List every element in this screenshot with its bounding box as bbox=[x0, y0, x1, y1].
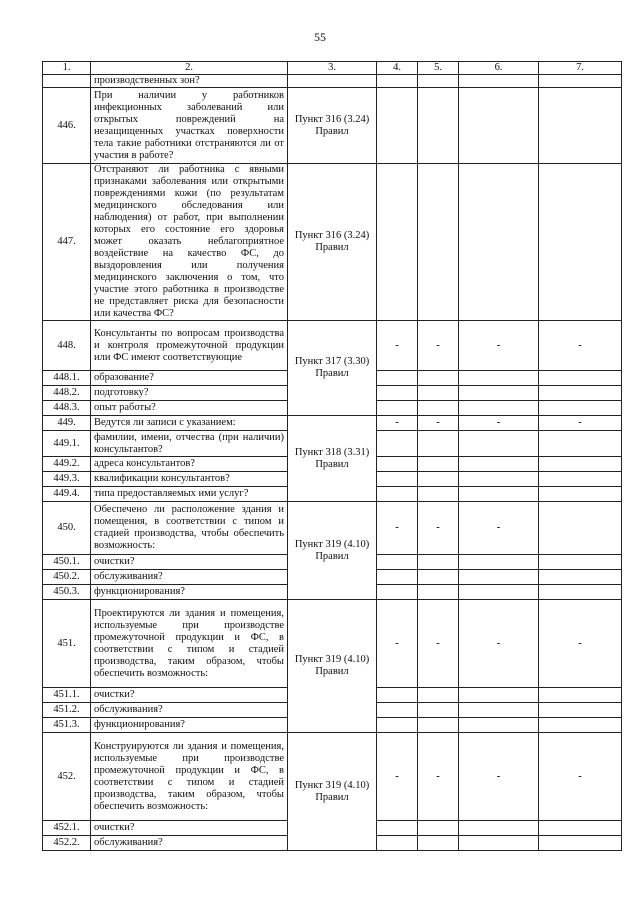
item-number: 450. bbox=[43, 502, 91, 555]
item-number: 452. bbox=[43, 733, 91, 821]
item-number: 451.1. bbox=[43, 688, 91, 703]
dash-mark: - bbox=[459, 600, 539, 688]
question-text: фамилии, имени, отчества (при наличии) консультантов? bbox=[91, 431, 288, 457]
dash-mark: - bbox=[377, 321, 418, 371]
item-number: 451.2. bbox=[43, 703, 91, 718]
dash-mark: - bbox=[539, 416, 622, 431]
table-row bbox=[43, 416, 622, 431]
item-number: 446. bbox=[43, 88, 91, 164]
reference-cell: Пункт 316 (3.24) Правил bbox=[288, 164, 377, 321]
item-number: 448.1. bbox=[43, 371, 91, 386]
column-header: 5. bbox=[418, 62, 459, 75]
table-row bbox=[43, 321, 622, 371]
table-row bbox=[43, 75, 622, 88]
question-text: функционирования? bbox=[91, 585, 288, 600]
question-text: Конструируются ли здания и помещения, используемые при производстве промежуточной продукции и ФС, в соответствии с типом и стадией производства, таким образом, чтобы обеспечить возможность: bbox=[91, 733, 288, 821]
checklist-table bbox=[42, 61, 622, 851]
dash-mark: - bbox=[459, 321, 539, 371]
column-header: 7. bbox=[539, 62, 622, 75]
item-number: 448. bbox=[43, 321, 91, 371]
reference-cell: Пункт 317 (3.30) Правил bbox=[288, 321, 377, 416]
dash-mark: - bbox=[459, 416, 539, 431]
question-text: функционирования? bbox=[91, 718, 288, 733]
reference-cell: Пункт 318 (3.31) Правил bbox=[288, 416, 377, 502]
item-number: 450.1. bbox=[43, 555, 91, 570]
question-text: При наличии у работников инфекционных заболеваний или открытых повреждений на незащищенных участках поверхности тела такие работники отстраняются ли от участия в работе? bbox=[91, 88, 288, 164]
header-row bbox=[43, 62, 622, 75]
dash-mark: - bbox=[418, 416, 459, 431]
column-header: 2. bbox=[91, 62, 288, 75]
item-number: 452.2. bbox=[43, 836, 91, 851]
table-row bbox=[43, 600, 622, 688]
dash-mark: - bbox=[418, 321, 459, 371]
item-number: 448.2. bbox=[43, 386, 91, 401]
item-number: 447. bbox=[43, 164, 91, 321]
item-number: 450.3. bbox=[43, 585, 91, 600]
item-number: 449.2. bbox=[43, 457, 91, 472]
question-text: обслуживания? bbox=[91, 836, 288, 851]
dash-mark bbox=[539, 502, 622, 555]
column-header: 6. bbox=[459, 62, 539, 75]
question-text: подготовку? bbox=[91, 386, 288, 401]
question-text: квалификации консультантов? bbox=[91, 472, 288, 487]
dash-mark: - bbox=[459, 502, 539, 555]
dash-mark: - bbox=[539, 600, 622, 688]
reference-cell bbox=[288, 75, 377, 88]
item-number: 448.3. bbox=[43, 401, 91, 416]
dash-mark: - bbox=[377, 416, 418, 431]
table-row bbox=[43, 502, 622, 555]
item-number: 449.1. bbox=[43, 431, 91, 457]
reference-cell: Пункт 316 (3.24) Правил bbox=[288, 88, 377, 164]
item-number: 451. bbox=[43, 600, 91, 688]
item-number: 450.2. bbox=[43, 570, 91, 585]
question-text: обслуживания? bbox=[91, 703, 288, 718]
question-text: Ведутся ли записи с указанием: bbox=[91, 416, 288, 431]
dash-mark: - bbox=[459, 733, 539, 821]
reference-cell: Пункт 319 (4.10) Правил bbox=[288, 502, 377, 600]
column-header: 4. bbox=[377, 62, 418, 75]
dash-mark: - bbox=[539, 321, 622, 371]
question-text: Проектируются ли здания и помещения, используемые при производстве промежуточной продукции и ФС, в соответствии с типом и стадией производства, таким образом, чтобы обеспечить возможность: bbox=[91, 600, 288, 688]
question-text: опыт работы? bbox=[91, 401, 288, 416]
item-number: 449. bbox=[43, 416, 91, 431]
item-number: 449.3. bbox=[43, 472, 91, 487]
question-text: Консультанты по вопросам производства и контроля промежуточной продукции или ФС имеют соответствующие bbox=[91, 321, 288, 371]
reference-cell: Пункт 319 (4.10) Правил bbox=[288, 733, 377, 851]
question-text: адреса консультантов? bbox=[91, 457, 288, 472]
page-number: 55 bbox=[314, 30, 326, 44]
item-number: 449.4. bbox=[43, 487, 91, 502]
question-text: обслуживания? bbox=[91, 570, 288, 585]
question-text: очистки? bbox=[91, 555, 288, 570]
dash-mark: - bbox=[377, 733, 418, 821]
question-text: производственных зон? bbox=[91, 75, 288, 88]
item-number: 451.3. bbox=[43, 718, 91, 733]
question-text: типа предоставляемых ими услуг? bbox=[91, 487, 288, 502]
question-text: Отстраняют ли работника с явными признаками заболевания или открытыми повреждениями кожи (по результатам медицинского обследования или наблюдения) от работ, при выполнении которых его состояние его здоровья может оказать неблагоприятное воздействие на качество ФС, до выздоровления или получения медицинского заключения о том, что участие этого работника в производстве не представляет риска для безопасности или качества ФС? bbox=[91, 164, 288, 321]
column-header: 3. bbox=[288, 62, 377, 75]
dash-mark: - bbox=[377, 600, 418, 688]
question-text: образование? bbox=[91, 371, 288, 386]
question-text: очистки? bbox=[91, 688, 288, 703]
dash-mark: - bbox=[418, 733, 459, 821]
table-row bbox=[43, 733, 622, 821]
item-number: 452.1. bbox=[43, 821, 91, 836]
dash-mark: - bbox=[377, 502, 418, 555]
question-text: Обеспечено ли расположение здания и помещения, в соответствии с типом и стадией производства, чтобы обеспечить возможность: bbox=[91, 502, 288, 555]
item-number bbox=[43, 75, 91, 88]
reference-cell: Пункт 319 (4.10) Правил bbox=[288, 600, 377, 733]
dash-mark: - bbox=[418, 600, 459, 688]
table-row bbox=[43, 88, 622, 164]
question-text: очистки? bbox=[91, 821, 288, 836]
dash-mark: - bbox=[539, 733, 622, 821]
column-header: 1. bbox=[43, 62, 91, 75]
dash-mark: - bbox=[418, 502, 459, 555]
table-row bbox=[43, 164, 622, 321]
